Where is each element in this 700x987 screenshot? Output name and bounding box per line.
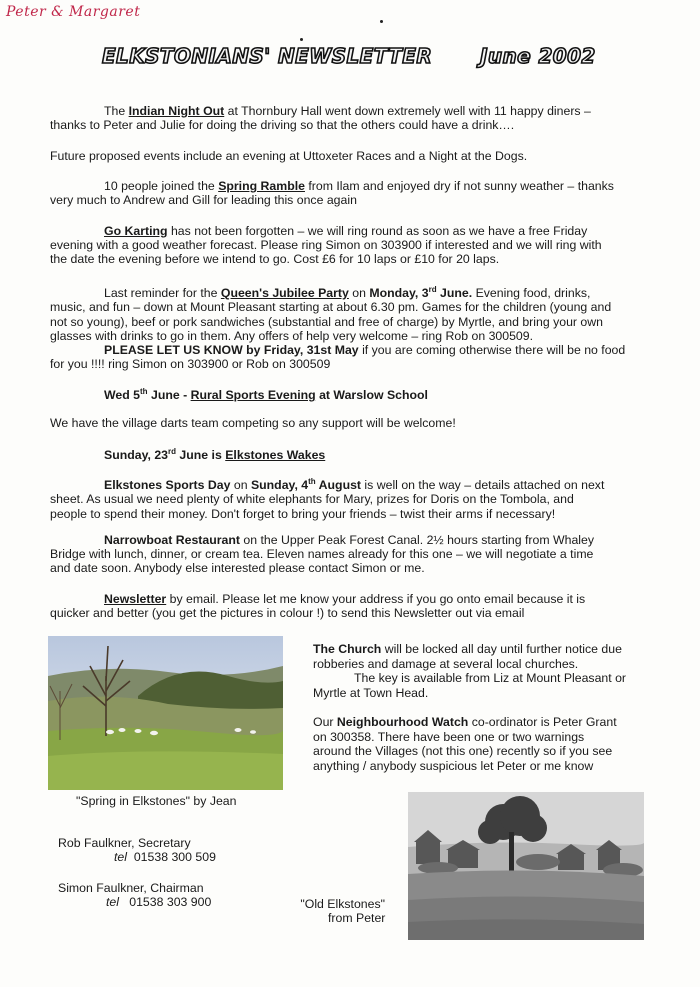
chairman-name: Simon Faulkner, Chairman bbox=[58, 881, 204, 895]
secretary-name: Rob Faulkner, Secretary bbox=[58, 836, 191, 850]
old-elkstones-caption: "Old Elkstones" from Peter bbox=[300, 897, 386, 926]
old-village-image bbox=[408, 792, 644, 940]
event-name: Elkstones Wakes bbox=[225, 448, 326, 463]
paragraph-go-karting: Go Karting has not been forgotten – we will ring round as soon as we have a free Friday evening with a good weather forecast. Please ring Simon on 303900 if interested and we will ring with the date the evening before we intend to go. Cost £6 for 10 laps or £10 for 20 laps. bbox=[50, 224, 602, 267]
neighbourhood-watch-notice: Our Neighbourhood Watch co-ordinator is Peter Grant on 300358. There have been one or two warnings around the Villages (not this one) recently so if you see anything / anybody suspicious let Peter or me know bbox=[313, 715, 617, 773]
event-name: Go Karting bbox=[104, 224, 168, 238]
paragraph-future-events: Future proposed events include an evening at Uttoxeter Races and a Night at the Dogs. bbox=[50, 149, 528, 163]
handwritten-annotation: Peter & Margaret bbox=[6, 4, 141, 20]
event-name: Newsletter bbox=[104, 592, 167, 606]
speck bbox=[380, 20, 383, 23]
paragraph-sports-day: Elkstones Sports Day on Sunday, 4th August is well on the way – details attached on next sheet. As usual we need plenty of white elephants for Mary, prizes for Doris on the Tombola, and people to spend their money. Don't forget to bring your friends – twist their arms if necessary! bbox=[50, 477, 605, 521]
event-name: Indian Night Out bbox=[128, 104, 225, 118]
title-text: ELKSTONIANS' NEWSLETTER bbox=[102, 44, 433, 68]
issue-date: June 2002 bbox=[480, 44, 596, 68]
paragraph-wakes: Sunday, 23rd June is Elkstones Wakes bbox=[104, 447, 326, 463]
event-name: Spring Ramble bbox=[218, 179, 305, 193]
paragraph-rural-sports: Wed 5th June - Rural Sports Evening at Warslow School bbox=[104, 387, 428, 403]
paragraph-jubilee-party: Last reminder for the Queen's Jubilee Party on Monday, 3rd June. Evening food, drinks, music, and fun – down at Mount Pleasant starting at about 6.30 pm. Games for the children (young and not so young), beef or pork sandwiches (substantial and free of charge) by Myrtle, and bring your own glasses with drinks to go in them. Any offers of help very welcome – ring Rob on 300509. PLEASE LET US KNOW by Friday, 31st May if you are coming otherwise there will be no food for you !!!! ring Simon on 303900 or Rob on 300509 bbox=[50, 285, 626, 372]
paragraph-spring-ramble: 10 people joined the Spring Ramble from Ilam and enjoyed dry if not sunny weather – thanks very much to Andrew and Gill for leading this once again bbox=[50, 179, 614, 208]
event-name: Rural Sports Evening bbox=[190, 388, 316, 403]
secretary-phone: 01538 300 509 bbox=[133, 850, 216, 865]
event-name: Queen's Jubilee Party bbox=[220, 286, 349, 301]
paragraph-indian-night: The Indian Night Out at Thornbury Hall went down extremely well with 11 happy diners – thanks to Peter and Julie for doing the driving so that the others could have a drink…. bbox=[50, 104, 591, 133]
spring-photo bbox=[48, 636, 283, 790]
secretary-contact: Rob Faulkner, Secretary tel 01538 300 509 bbox=[58, 836, 216, 865]
chairman-phone: 01538 303 900 bbox=[129, 895, 212, 910]
church-notice: The Church will be locked all day until further notice due robberies and damage at several local churches. The key is available from Liz at Mount Pleasant or Myrtle at Town Head. bbox=[313, 642, 627, 700]
paragraph-newsletter-email: Newsletter by email. Please let me know your address if you go onto email because it is quicker and better (you get the pictures in colour !) to send this Newsletter out via email bbox=[50, 592, 586, 621]
newsletter-title bbox=[102, 44, 622, 68]
paragraph-narrowboat: Narrowboat Restaurant on the Upper Peak Forest Canal. 2½ hours starting from Whaley Bridge with lunch, dinner, or cream tea. Eleven names already for this one – we will negotiate a time and date soon. Anybody else interested please contact Simon or me. bbox=[50, 533, 595, 576]
spring-landscape-image bbox=[48, 636, 283, 790]
speck bbox=[300, 38, 303, 41]
paragraph-darts: We have the village darts team competing so any support will be welcome! bbox=[50, 416, 456, 430]
old-elkstones-photo bbox=[408, 792, 644, 940]
spring-photo-caption: "Spring in Elkstones" by Jean bbox=[76, 794, 237, 808]
chairman-contact: Simon Faulkner, Chairman tel 01538 303 900 bbox=[58, 881, 212, 910]
